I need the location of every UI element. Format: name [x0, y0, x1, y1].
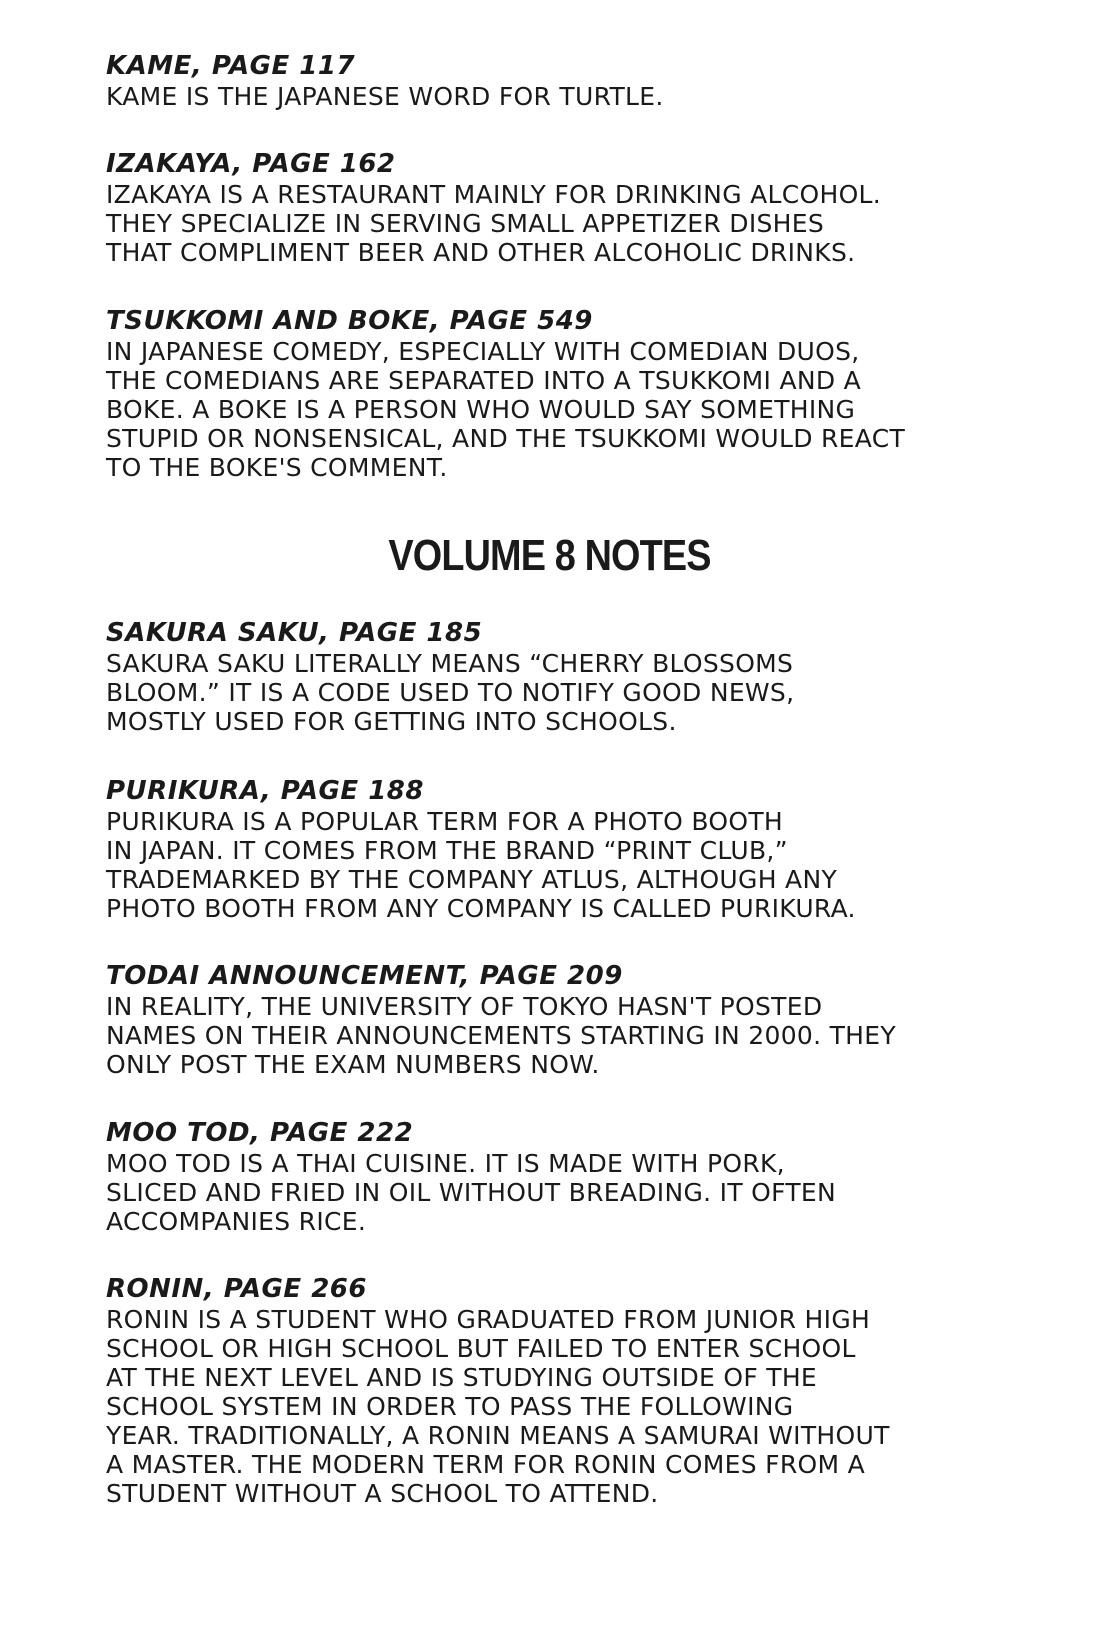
note-body: [106, 1149, 1006, 1236]
note-line: SLICED AND FRIED IN OIL WITHOUT BREADING. IT OFTEN: [106, 1178, 837, 1207]
note-title: RONIN, PAGE 266: [106, 1274, 367, 1304]
note-line: ONLY POST THE EXAM NUMBERS NOW.: [106, 1050, 600, 1079]
note-line: PHOTO BOOTH FROM ANY COMPANY IS CALLED PURIKURA.: [106, 894, 856, 923]
note-line: BOKE. A BOKE IS A PERSON WHO WOULD SAY SOMETHING: [106, 395, 856, 424]
note-line: IN REALITY, THE UNIVERSITY OF TOKYO HASN'T POSTED: [106, 992, 823, 1021]
section-heading: VOLUME 8 NOTES: [388, 531, 711, 580]
note-line: STUDENT WITHOUT A SCHOOL TO ATTEND.: [106, 1479, 659, 1508]
note-line: RONIN IS A STUDENT WHO GRADUATED FROM JUNIOR HIGH: [106, 1305, 871, 1334]
note-line: IN JAPAN. IT COMES FROM THE BRAND “PRINT CLUB,”: [106, 836, 788, 865]
note-body: [106, 180, 1006, 267]
note-title: MOO TOD, PAGE 222: [106, 1118, 414, 1148]
note-line: THE COMEDIANS ARE SEPARATED INTO A TSUKKOMI AND A: [106, 366, 862, 395]
note-body: [106, 82, 1006, 111]
note-line: PURIKURA IS A POPULAR TERM FOR A PHOTO BOOTH: [106, 807, 783, 836]
note-izakaya: [106, 148, 1006, 267]
note-body: [106, 337, 1006, 482]
note-line: ACCOMPANIES RICE.: [106, 1207, 367, 1236]
note-line: THEY SPECIALIZE IN SERVING SMALL APPETIZER DISHES: [106, 209, 825, 238]
note-line: SAKURA SAKU LITERALLY MEANS “CHERRY BLOSSOMS: [106, 649, 794, 678]
note-tsukkomi-and-boke: [106, 305, 1006, 482]
note-line: A MASTER. THE MODERN TERM FOR RONIN COMES FROM A: [106, 1450, 866, 1479]
note-line: IN JAPANESE COMEDY, ESPECIALLY WITH COMEDIAN DUOS,: [106, 337, 860, 366]
note-purikura: [106, 775, 1006, 923]
note-line: IZAKAYA IS A RESTAURANT MAINLY FOR DRINKING ALCOHOL.: [106, 180, 882, 209]
note-line: STUPID OR NONSENSICAL, AND THE TSUKKOMI WOULD REACT: [106, 424, 906, 453]
note-body: [106, 992, 1006, 1079]
note-title: TODAI ANNOUNCEMENT, PAGE 209: [106, 961, 623, 991]
note-moo-tod: [106, 1117, 1006, 1236]
note-line: BLOOM.” IT IS A CODE USED TO NOTIFY GOOD NEWS,: [106, 678, 795, 707]
note-title: IZAKAYA, PAGE 162: [106, 149, 396, 179]
note-line: SCHOOL SYSTEM IN ORDER TO PASS THE FOLLOWING: [106, 1392, 794, 1421]
note-body: [106, 1305, 1006, 1508]
note-line: THAT COMPLIMENT BEER AND OTHER ALCOHOLIC DRINKS.: [106, 238, 856, 267]
note-title: TSUKKOMI AND BOKE, PAGE 549: [106, 306, 593, 336]
note-body: [106, 807, 1006, 923]
note-line: TO THE BOKE'S COMMENT.: [106, 453, 448, 482]
note-line: AT THE NEXT LEVEL AND IS STUDYING OUTSIDE OF THE: [106, 1363, 818, 1392]
note-ronin: [106, 1273, 1006, 1508]
note-kame: [106, 50, 1006, 111]
note-line: YEAR. TRADITIONALLY, A RONIN MEANS A SAMURAI WITHOUT: [106, 1421, 890, 1450]
note-sakura-saku: [106, 617, 1006, 736]
note-line: MOSTLY USED FOR GETTING INTO SCHOOLS.: [106, 707, 677, 736]
note-line: TRADEMARKED BY THE COMPANY ATLUS, ALTHOUGH ANY: [106, 865, 838, 894]
note-title: KAME, PAGE 117: [106, 51, 356, 81]
note-line: KAME IS THE JAPANESE WORD FOR TURTLE.: [106, 82, 664, 111]
note-line: MOO TOD IS A THAI CUISINE. IT IS MADE WITH PORK,: [106, 1149, 785, 1178]
note-line: NAMES ON THEIR ANNOUNCEMENTS STARTING IN 2000. THEY: [106, 1021, 896, 1050]
note-body: [106, 649, 1006, 736]
note-title: SAKURA SAKU, PAGE 185: [106, 618, 483, 648]
note-line: SCHOOL OR HIGH SCHOOL BUT FAILED TO ENTER SCHOOL: [106, 1334, 856, 1363]
note-todai-announcement: [106, 960, 1006, 1079]
note-title: PURIKURA, PAGE 188: [106, 776, 424, 806]
